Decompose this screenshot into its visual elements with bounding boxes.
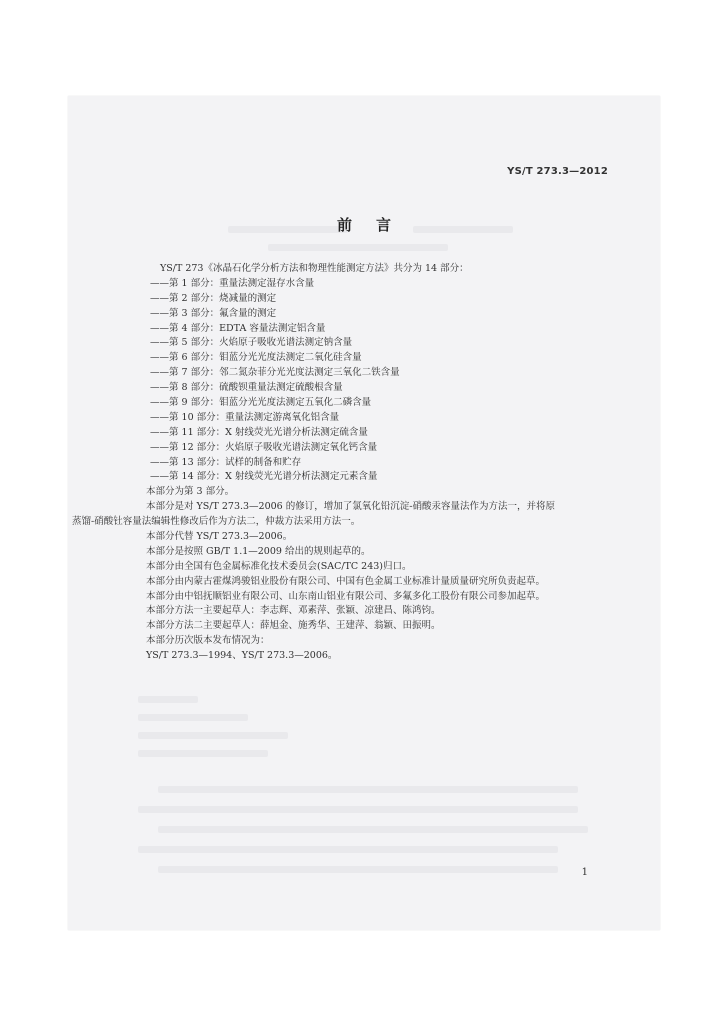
paragraph: 本部分由中铝抚顺铝业有限公司、山东南山铝业有限公司、多氟多化工股份有限公司参加起草。 [146,590,546,602]
paragraph: 本部分由全国有色金属标准化技术委员会(SAC/TC 243)归口。 [146,560,412,572]
part-list-item: ——第 2 部分：烧减量的测定 [150,292,277,304]
paragraph: 本部分代替 YS/T 273.3—2006。 [146,531,293,543]
paragraph: 本部分是按照 GB/T 1.1—2009 给出的规则起草的。 [146,545,371,557]
part-list-item: ——第 13 部分：试样的制备和贮存 [150,456,302,468]
paragraph: 本部分历次版本发布情况为： [146,635,270,647]
paragraph: 本部分方法一主要起草人：李志辉、邓素萍、张颖、凉建昌、陈鸿钧。 [146,605,441,617]
part-list-item: ——第 12 部分：火焰原子吸收光谱法测定氧化钙含量 [150,441,378,453]
part-list-item: ——第 5 部分：火焰原子吸收光谱法测定钠含量 [150,337,353,349]
paragraph: 本部分由内蒙古霍煤鸿骏铝业股份有限公司、中国有色金属工业标准计量质量研究所负责起草。 [146,575,546,587]
standard-code: YS/T 273.3—2012 [507,166,608,177]
bleed-through-mark [138,750,268,757]
part-list-item: ——第 9 部分：钼蓝分光光度法测定五氧化二磷含量 [150,397,372,409]
bleed-through-mark [138,806,578,813]
part-list-item: ——第 11 部分：X 射线荧光光谱分析法测定硫含量 [150,426,368,438]
title-char: 言 [376,216,392,234]
paragraph-continuation: 蒸馏-硝酸钍容量法编辑性修改后作为方法二，仲裁方法采用方法一。 [72,516,361,528]
part-list-item: ——第 3 部分：氟含量的测定 [150,307,277,319]
foreword-body [68,262,660,664]
intro-line: YS/T 273《冰晶石化学分析方法和物理性能测定方法》共分为 14 部分： [160,263,469,274]
page-title [68,214,660,235]
part-list-item: ——第 7 部分：邻二氮杂菲分光光度法测定三氧化二铁含量 [150,367,400,379]
bleed-through-mark [138,696,198,703]
part-list-item: ——第 1 部分：重量法测定湿存水含量 [150,277,315,289]
bleed-through-mark [138,714,248,721]
page-number: 1 [581,867,588,878]
paragraph: YS/T 273.3—1994、YS/T 273.3—2006。 [146,650,338,662]
bleed-through-mark [158,786,578,793]
bleed-through-mark [158,826,588,833]
part-list-item: ——第 8 部分：硫酸钡重量法测定硫酸根含量 [150,382,343,394]
bleed-through-mark [138,732,288,739]
document-page [68,96,660,930]
bleed-through-mark [138,846,558,853]
title-char: 前 [336,216,352,234]
paragraph: 本部分是对 YS/T 273.3—2006 的修订，增加了氯氧化铅沉淀-硝酸汞容量法作为方法一，并将原 [146,501,555,513]
part-list-item: ——第 6 部分：钼蓝分光光度法测定二氧化硅含量 [150,352,362,364]
paragraph: 本部分方法二主要起草人：薛旭金、施秀华、王建萍、翁颖、田振明。 [146,620,441,632]
part-list-item: ——第 10 部分：重量法测定游离氧化铝含量 [150,411,340,423]
part-list-item: ——第 14 部分：X 射线荧光光谱分析法测定元素含量 [150,471,378,483]
bleed-through-mark [158,866,558,873]
bleed-through-mark [268,244,448,251]
paragraph: 本部分为第 3 部分。 [146,486,235,498]
part-list-item: ——第 4 部分：EDTA 容量法测定铝含量 [150,322,326,334]
